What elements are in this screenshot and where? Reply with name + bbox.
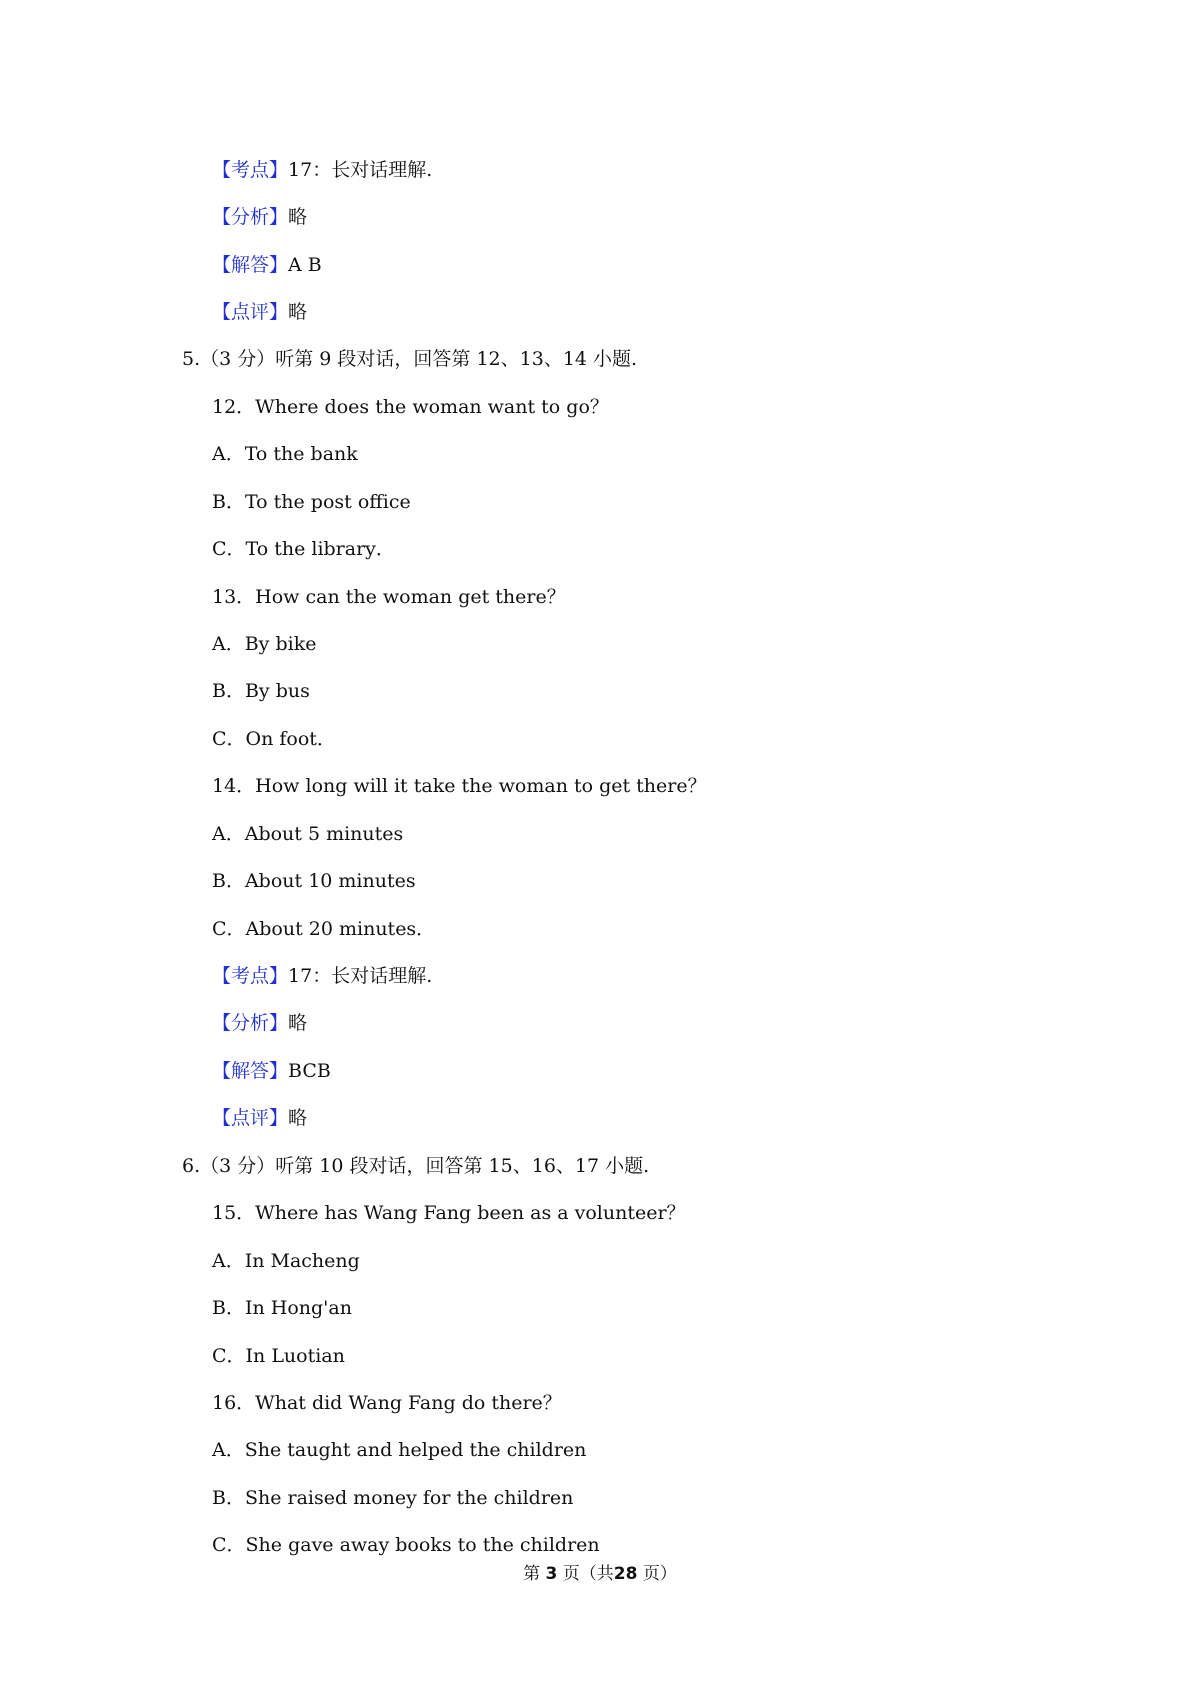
option-item: A．In Macheng [212, 1250, 360, 1272]
kaodian-line [212, 964, 432, 988]
question-5-header: 5.（3 分）听第 9 段对话，回答第 12、13、14 小题. [182, 348, 638, 370]
question-item: 16．What did Wang Fang do there？ [212, 1392, 562, 1414]
option-item: C．In Luotian [212, 1345, 345, 1367]
question-item: 14．How long will it take the woman to get there？ [212, 775, 707, 797]
jieda-line [212, 253, 322, 277]
fenxi-text: 略 [288, 206, 308, 228]
option-item: B．To the post office [212, 491, 411, 513]
question-6-header: 6.（3 分）听第 10 段对话，回答第 15、16、17 小题. [182, 1155, 650, 1177]
dianping-line [212, 1106, 307, 1130]
footer-total-pages: 28 [613, 1564, 638, 1584]
option-item: B．She raised money for the children [212, 1487, 574, 1509]
kaodian-tag: 【考点】 [212, 159, 289, 181]
footer-suffix: 页） [642, 1564, 677, 1584]
option-item: B．About 10 minutes [212, 870, 416, 892]
dianping-text: 略 [288, 1107, 308, 1129]
kaodian-text: 17：长对话理解. [288, 965, 433, 987]
jieda-text: A B [288, 254, 322, 276]
fenxi-line [212, 205, 307, 229]
option-item: A．She taught and helped the children [212, 1439, 587, 1461]
option-item: C．About 20 minutes． [212, 918, 436, 940]
footer-prefix: 第 [523, 1564, 541, 1584]
dianping-line [212, 300, 307, 324]
page-footer [0, 1563, 1200, 1585]
dianping-tag: 【点评】 [212, 1107, 289, 1129]
option-item: B．In Hong'an [212, 1297, 352, 1319]
option-item: A．About 5 minutes [212, 823, 404, 845]
fenxi-tag: 【分析】 [212, 1012, 289, 1034]
fenxi-text: 略 [288, 1012, 308, 1034]
jieda-tag: 【解答】 [212, 254, 289, 276]
footer-middle: 页（共 [562, 1564, 614, 1584]
dianping-tag: 【点评】 [212, 301, 289, 323]
kaodian-tag: 【考点】 [212, 965, 289, 987]
option-item: C．She gave away books to the children [212, 1534, 600, 1556]
option-item: B．By bus [212, 680, 310, 702]
jieda-line [212, 1059, 331, 1083]
kaodian-text: 17：长对话理解. [288, 159, 433, 181]
jieda-text: BCB [288, 1060, 331, 1082]
dianping-text: 略 [288, 301, 308, 323]
option-item: C．To the library． [212, 538, 395, 560]
fenxi-tag: 【分析】 [212, 206, 289, 228]
fenxi-line [212, 1011, 307, 1035]
option-item: A．To the bank [212, 443, 358, 465]
kaodian-line [212, 158, 432, 182]
question-item: 12．Where does the woman want to go？ [212, 396, 609, 418]
footer-page-number: 3 [545, 1564, 558, 1584]
option-item: C．On foot． [212, 728, 336, 750]
question-item: 15．Where has Wang Fang been as a volunteer？ [212, 1202, 686, 1224]
option-item: A．By bike [212, 633, 317, 655]
jieda-tag: 【解答】 [212, 1060, 289, 1082]
question-item: 13．How can the woman get there？ [212, 586, 566, 608]
